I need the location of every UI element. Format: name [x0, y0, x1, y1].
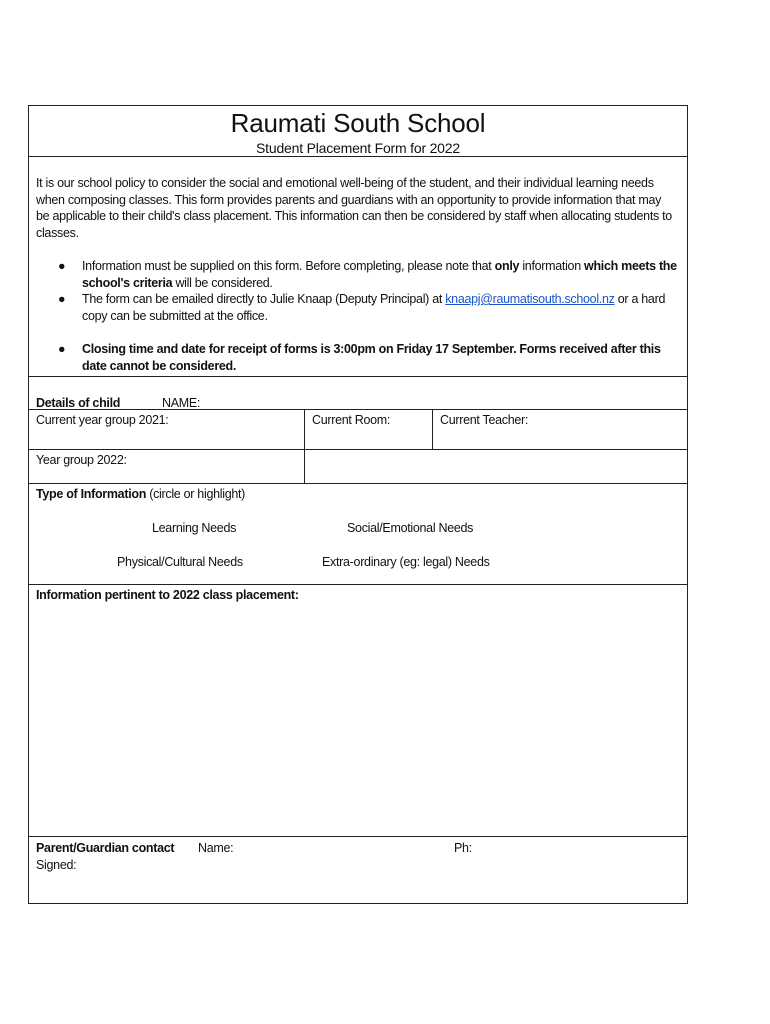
pertinent-info-heading: Information pertinent to 2022 class placement:	[36, 588, 299, 602]
current-year-cell[interactable]: Current year group 2021:	[29, 410, 305, 449]
form-header	[29, 106, 687, 157]
option-learning-needs[interactable]: Learning Needs	[152, 521, 237, 535]
contact-section	[29, 837, 687, 903]
current-teacher-cell[interactable]: Current Teacher:	[440, 413, 529, 427]
year-group-cell[interactable]: Year group 2022:	[29, 450, 305, 483]
policy-intro: It is our school policy to consider the social and emotional well-being of the student, and their individual learning needs when composing classes. This form provides parents and guardians with an opportunity to provide information that may be applicable to their child's class placement. This information can then be considered by staff when allocating students to classes.	[36, 176, 672, 240]
info-type-heading: Type of Information	[36, 487, 147, 501]
option-extraordinary-needs[interactable]: Extra-ordinary (eg: legal) Needs	[322, 555, 490, 569]
contact-name-label[interactable]: Name:	[198, 841, 234, 855]
contact-signed-label[interactable]: Signed:	[36, 858, 77, 872]
current-year-row	[29, 410, 687, 450]
child-name-label[interactable]: NAME:	[162, 396, 201, 410]
policy-section	[29, 157, 687, 377]
year-group-row	[29, 450, 687, 484]
bullet-icon: ●	[58, 342, 66, 356]
contact-heading: Parent/Guardian contact	[36, 841, 175, 855]
info-type-section	[29, 484, 687, 585]
instruction-item: ● The form can be emailed directly to Julie Knaap (Deputy Principal) at knaapj@raumatisouth.school.nz or a hard copy can be submitted at the office.	[58, 292, 666, 323]
details-heading: Details of child	[36, 396, 121, 410]
info-type-instruction: (circle or highlight)	[146, 487, 246, 501]
current-room-cell[interactable]: Current Room:	[305, 410, 433, 449]
school-title: Raumati South School	[230, 108, 486, 138]
form-subtitle: Student Placement Form for 2022	[256, 140, 460, 156]
closing-notice: Closing time and date for receipt of forms is 3:00pm on Friday 17 September. Forms received after this date cannot be considered.	[82, 342, 661, 373]
option-physical-cultural-needs[interactable]: Physical/Cultural Needs	[117, 555, 243, 569]
bullet-icon: ●	[58, 259, 66, 273]
instruction-list	[29, 258, 684, 374]
email-link[interactable]: knaapj@raumatisouth.school.nz	[445, 292, 615, 306]
contact-phone-label[interactable]: Ph:	[454, 841, 472, 855]
placement-form	[28, 105, 688, 904]
details-heading-row	[29, 377, 687, 410]
year-group-blank-cell[interactable]	[305, 450, 687, 483]
pertinent-info-section[interactable]	[29, 585, 687, 837]
bullet-icon: ●	[58, 292, 66, 306]
instruction-item: ● Information must be supplied on this form. Before completing, please note that only information which meets the school's criteria will be considered.	[58, 259, 677, 290]
instruction-item	[29, 341, 684, 374]
option-social-emotional-needs[interactable]: Social/Emotional Needs	[347, 521, 474, 535]
